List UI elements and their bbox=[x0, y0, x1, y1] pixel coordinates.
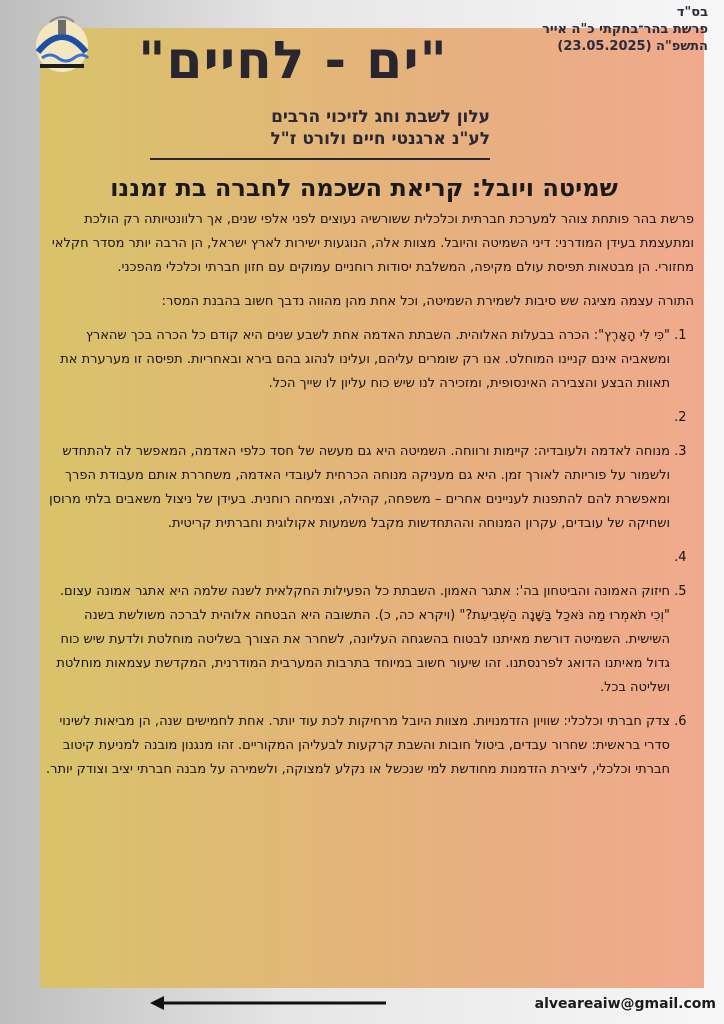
parasha-line: פרשת בהר־בחקתי כ"ה אייר bbox=[542, 22, 708, 37]
logo-icon bbox=[30, 12, 94, 76]
list-item: 1. "כִּי לִי הָאָרֶץ": הכרה בבעלות האלוהית. השבתת האדמה אחת לשבע שנים היא קודם כל הכרה בכך שהארץ ומשאביה אינם קניינו המוחלט. אנו רק שומרים עליהם, ועלינו לנהוג בהם בירא ובאחריות. תפיסה זו מערערת את תאוות הבצע והצבירה האינסופית, ומזכירה לנו שיש כוח עליון לו שייך הכל. bbox=[42, 324, 670, 396]
subtitle bbox=[150, 106, 490, 150]
list-item: 6. צדק חברתי וכלכלי: שוויון הזדמנויות. מצוות היובל מרחיקות לכת עוד יותר. אחת לחמישים שנה, הן מביאות לשינוי סדרי בראשית: שחרור עבדים, ביטול חובות והשבת קרקעות לבעליהן המקוריים. זהו מנגנון מובנה למניעת קיטוב חברתי וכלכלי, ליצירת הזדמנות מחודשת למי שנכשל או נקלע למצוקה, ולשמירה על מבנה חברתי יציב וצודק יותר. bbox=[42, 710, 670, 782]
header-corner bbox=[542, 4, 708, 55]
subtitle-line-1: עלון לשבת וחג לזיכוי הרבים bbox=[271, 107, 490, 127]
list-item: 3. מנוחה לאדמה ולעובדיה: קיימות ורווחה. השמיטה היא גם מעשה של חסד כלפי האדמה, המאפשר לה להתחדש ולשמור על פוריותה לאורך זמן. היא גם מעניקה מנוחה הכרחית לעובדי האדמה, משחררת אותם מעבודת הפרך ומאפשרת להם להתפנות לעניינים אחרים – משפחה, קהילה, וצמיחה רוחנית. בעידן של ניצול משאבים בלתי מרוסן ושחיקה של עובדים, עקרון המנוחה וההתחדשות מקבל משמעות אקולוגית וחברתית קריטית. bbox=[42, 440, 670, 536]
subtitle-line-2: לע"נ ארגנטי חיים ולורט ז"ל bbox=[270, 129, 490, 149]
intro-paragraph: פרשת בהר פותחת צוהר למערכת חברתית וכלכלית ששורשיה נעוצים לפני אלפי שנים, אך רלוונטיותה רק הולכת ומתעצמת בעידן המודרני: דיני השמיטה והיובל. מצוות אלה, הנוגעות ישירות לארץ ישראל, הן הרבה יותר מסדר חקלאי מחזורי. הן מבטאות תפיסת עולם מקיפה, המשלבת יסודות רוחניים עמוקים עם חזון חברתי וכלכלי מהפכני. bbox=[51, 212, 694, 275]
article-title: שמיטה ויובל: קריאת השכמה לחברה בת זמננו bbox=[110, 174, 618, 202]
year-line: התשפ"ה (23.05.2025) bbox=[557, 39, 708, 54]
title-divider bbox=[150, 158, 490, 160]
brand-title: "ים - לחיים" bbox=[138, 31, 448, 91]
list-item bbox=[42, 546, 670, 570]
left-arrow-icon[interactable] bbox=[150, 995, 386, 1011]
reasons-list bbox=[42, 324, 694, 782]
reasons-intro: התורה עצמה מציגה שש סיבות לשמירת השמיטה, וכל אחת מהן מהווה נדבך חשוב בהבנת המסר: bbox=[161, 294, 694, 309]
contact-email[interactable]: alveareaiw@gmail.com bbox=[534, 996, 716, 1012]
bsd-label: בס"ד bbox=[676, 5, 708, 20]
article-body bbox=[42, 208, 694, 792]
list-item: 5. חיזוק האמונה והביטחון בה': אתגר האמון. השבתת כל הפעילות החקלאית לשנה שלמה היא אתגר אמונה עצום. "וְכִי תֹאמְרוּ מַה נֹּאכַל בַּשָּׁנָה הַשְּׁבִיעִת?" (ויקרא כה, כ). התשובה היא הבטחה אלוהית לברכה משולשת בשנה השישית. השמיטה דורשת מאיתנו לבטוח בהשגחה העליונה, לשחרר את הצורך בשליטה מוחלטת ולדעת שיש כוח גדול מאיתנו הדואג לפרנסתנו. זהו שיעור חשוב במיוחד בתרבות המערבית המודרנית, המקדשת עצמאות מוחלטת ושליטה בכל. bbox=[42, 580, 670, 700]
list-item bbox=[42, 406, 670, 430]
